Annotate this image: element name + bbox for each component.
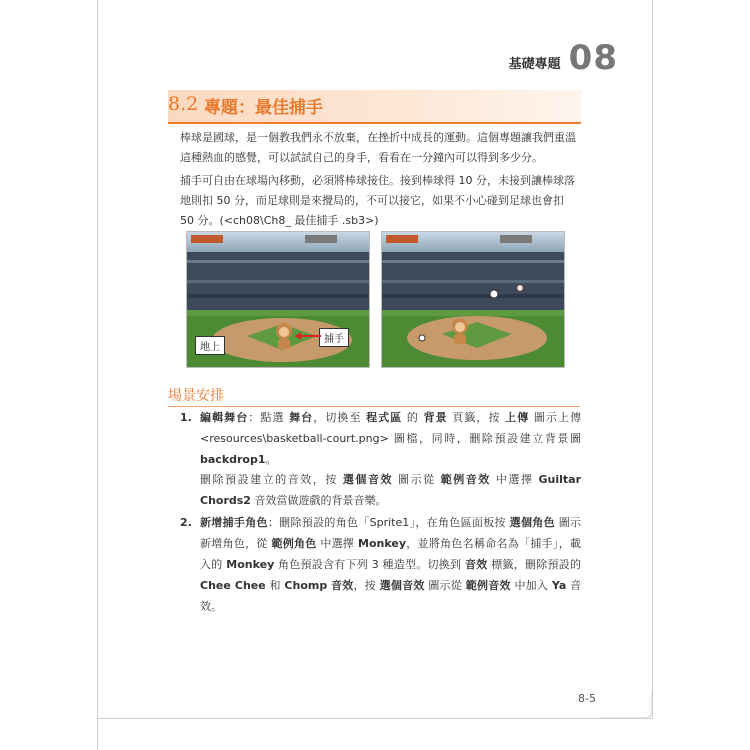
step-1-sound-paragraph: 刪除預設建立的音效，按 選個音效 圖示從 範例音效 中選擇 Guiltar Chords2 音效當做遊戲的背景音樂。 (200, 473, 582, 507)
page-frame-bottom (97, 718, 653, 719)
section-number: 8.2 (168, 93, 199, 115)
page-number: 8-5 (578, 692, 596, 705)
section-heading (168, 90, 581, 124)
callout-arrow (295, 332, 321, 340)
step-2-number: 2. (180, 516, 192, 529)
page-corner-curve (600, 690, 660, 730)
page-frame-right (652, 0, 653, 718)
step-1-paragraph: 編輯舞台：點選 舞台，切換至 程式區 的 背景 頁籤，按 上傳 圖示上傳 <resources\basketball-court.png> 圖檔，同時，刪除預設建立背景圖 backdrop1。 (200, 411, 582, 466)
catcher-callout: 捕手 (319, 328, 349, 347)
rules-paragraph: 捕手可自由在球場內移動，必須將棒球接住。接到棒球得 10 分，未接到讓棒球落地則扣 50 分，而足球則是來攪局的，不可以接它，如果不小心碰到足球也會扣 50 分。(<ch08\Ch8_ 最佳捕手 .sb3>) (180, 174, 575, 227)
chapter-label: 基礎專題 (508, 57, 561, 72)
game-screenshot-left (186, 231, 370, 368)
baseball-field-image (382, 232, 564, 367)
ground-callout: 地上 (195, 336, 225, 355)
page-frame-left (97, 0, 98, 750)
section-title: 專題：最佳捕手 (204, 98, 323, 118)
step-2-paragraph: 新增捕手角色：刪除預設的角色「Sprite1」，在角色區面板按 選個角色 圖示新增角色，從 範例角色 中選擇 Monkey，並將角色名稱命名為「捕手」，載入的 Monkey 角色預設含有下列 3 種造型。切換到 音效 標籤，刪除預設的 Chee Chee 和 Chomp 音效，按 選個音效 圖示從 範例音效 中加入 Ya 音效。 (200, 516, 582, 613)
step-1-number: 1. (180, 411, 192, 424)
chapter-number: 08 (568, 38, 618, 78)
chapter-header (509, 38, 618, 78)
subsection-title: 場景安排 (168, 388, 224, 404)
game-screenshot-right (381, 231, 565, 368)
intro-paragraph: 棒球是國球，是一個教我們永不放棄，在挫折中成長的運動。這個專題讓我們重溫這種熱血的感覺，可以試試自己的身手，看看在一分鐘內可以得到多少分。 (180, 131, 576, 164)
